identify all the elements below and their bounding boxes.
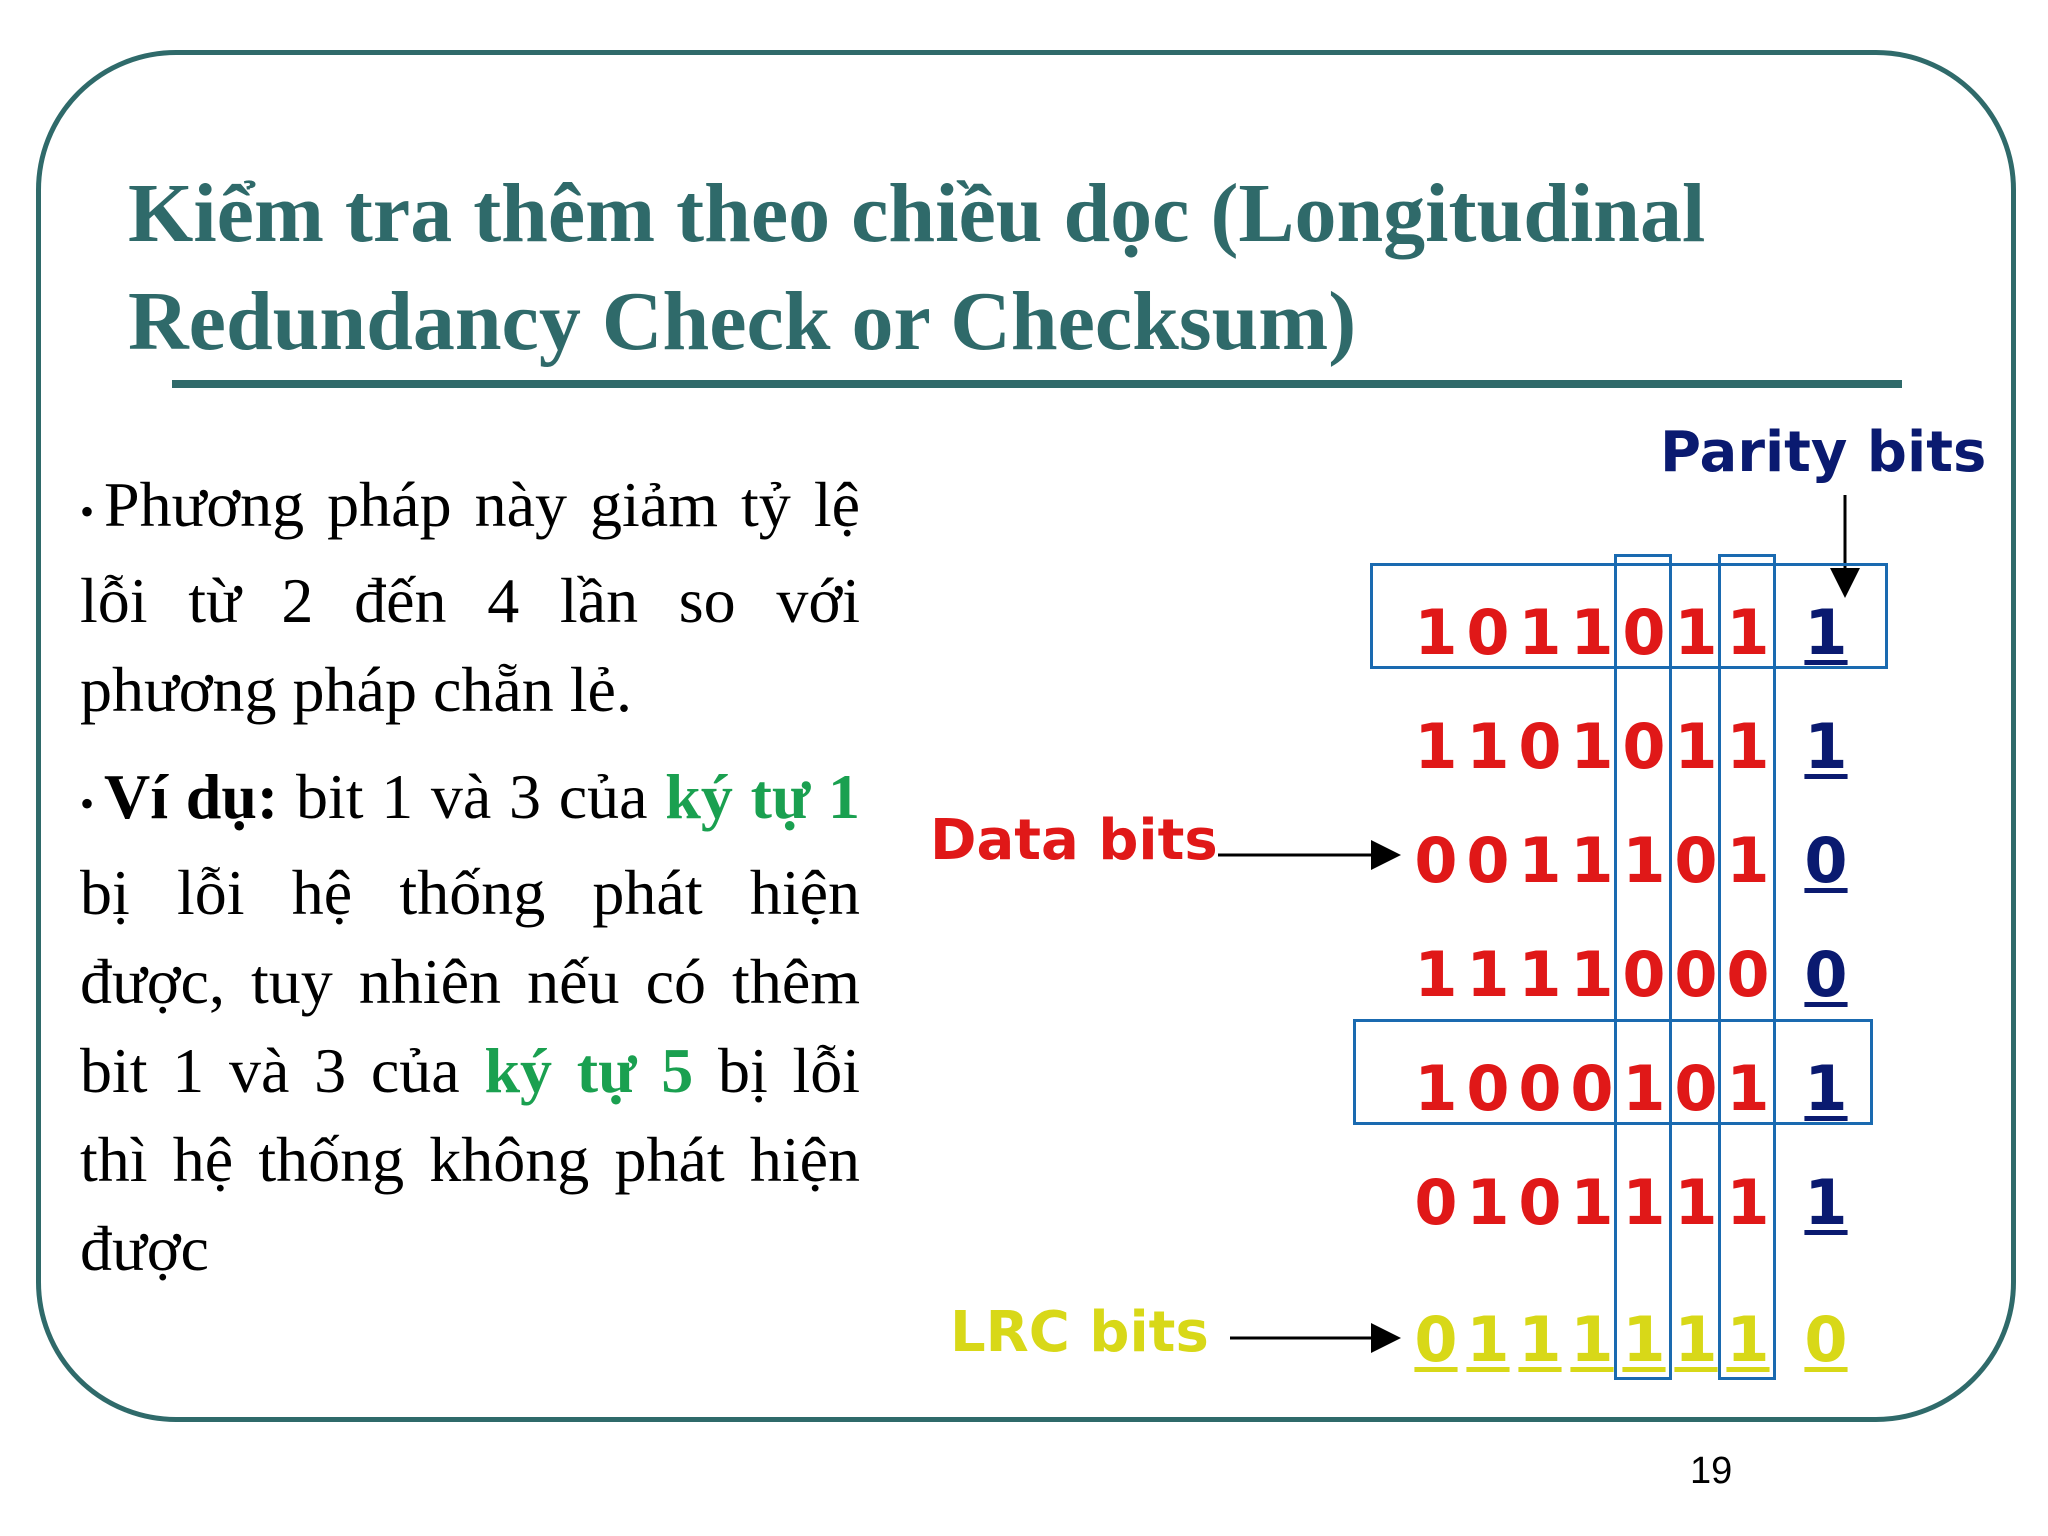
data-bit: 1: [1570, 710, 1614, 783]
data-bit: 0: [1518, 710, 1562, 783]
bullet-2-part3: bị lỗi thì hệ thống không phát hiện được: [80, 1034, 861, 1284]
data-bit: 0: [1414, 824, 1458, 897]
bullet-2-part2: bị lỗi hệ thống phát hiện được, tuy nhiên nếu có thêm bit 1 và 3 của: [80, 856, 860, 1106]
data-bit: 1: [1570, 596, 1614, 669]
parity-bit: 0: [1804, 938, 1848, 1011]
data-bit: 1: [1414, 938, 1458, 1011]
data-bit: 0: [1466, 1052, 1510, 1125]
parity-bit: 1: [1804, 1166, 1848, 1239]
lrc-bit: 1: [1622, 1303, 1666, 1376]
data-bit: 0: [1622, 710, 1666, 783]
bullet-2-part1: bit 1 và 3 của: [278, 760, 666, 832]
data-bit: 1: [1466, 710, 1510, 783]
slide-title: Kiểm tra thêm theo chiều dọc (Longitudinal Redundancy Check or Checksum): [128, 167, 1706, 368]
data-bit: 1: [1622, 1166, 1666, 1239]
data-bit: 0: [1622, 938, 1666, 1011]
parity-bit: 1: [1804, 596, 1848, 669]
data-bit: 1: [1622, 1052, 1666, 1125]
data-bit: 1: [1570, 1166, 1614, 1239]
data-bit: 1: [1726, 824, 1770, 897]
bullet-2-lead: Ví dụ:: [104, 760, 279, 832]
arrows-layer: [900, 400, 2000, 1400]
parity-bit: 0: [1804, 824, 1848, 897]
lrc-bit: 1: [1518, 1303, 1562, 1376]
lrc-diagram: [900, 400, 2000, 1400]
data-bit: 1: [1570, 824, 1614, 897]
parity-bit: 1: [1804, 710, 1848, 783]
lrc-parity-bit: 0: [1804, 1303, 1848, 1376]
data-bit: 1: [1726, 1166, 1770, 1239]
data-bit: 1: [1414, 710, 1458, 783]
bullet-dot-icon: •: [80, 780, 95, 826]
bullet-1: [80, 460, 860, 734]
bullet-2-highlight2: ký tự 5: [484, 1034, 694, 1106]
data-bit: 1: [1622, 824, 1666, 897]
lrc-bit: 1: [1570, 1303, 1614, 1376]
lrc-bit: 1: [1674, 1303, 1718, 1376]
bullet-2: [80, 752, 860, 1293]
bullet-dot-icon: •: [80, 488, 95, 534]
lrc-bit: 1: [1466, 1303, 1510, 1376]
data-bit: 0: [1674, 1052, 1718, 1125]
data-bit: 1: [1518, 596, 1562, 669]
data-bit: 0: [1674, 938, 1718, 1011]
data-bit: 1: [1570, 938, 1614, 1011]
data-bit: 0: [1518, 1166, 1562, 1239]
slide-body: [80, 460, 860, 1311]
data-bit: 0: [1622, 596, 1666, 669]
page-number: 19: [1690, 1450, 1733, 1492]
data-bit: 1: [1674, 710, 1718, 783]
data-bit: 1: [1518, 824, 1562, 897]
data-bit: 0: [1570, 1052, 1614, 1125]
data-bit: 0: [1518, 1052, 1562, 1125]
column-highlight-box: [1614, 554, 1672, 1380]
bullet-1-text: Phương pháp này giảm tỷ lệ lỗi từ 2 đến 4 lần so với phương pháp chẵn lẻ.: [80, 469, 860, 725]
parity-bit: 1: [1804, 1052, 1848, 1125]
column-highlight-box: [1718, 554, 1776, 1380]
data-bit: 1: [1414, 1052, 1458, 1125]
lrc-bits-label: LRC bits: [950, 1300, 1209, 1365]
data-bit: 1: [1466, 938, 1510, 1011]
row-highlight-box: [1353, 1019, 1873, 1125]
data-bit: 1: [1674, 1166, 1718, 1239]
data-bit: 0: [1674, 824, 1718, 897]
data-bit: 1: [1674, 596, 1718, 669]
data-bit: 0: [1466, 596, 1510, 669]
parity-bits-label: Parity bits: [1660, 420, 1987, 485]
lrc-bit: 1: [1726, 1303, 1770, 1376]
data-bit: 1: [1726, 710, 1770, 783]
data-bit: 0: [1466, 824, 1510, 897]
title-divider: [172, 380, 1902, 388]
lrc-bit: 0: [1414, 1303, 1458, 1376]
data-bit: 0: [1726, 938, 1770, 1011]
data-bits-label: Data bits: [930, 808, 1218, 873]
data-bit: 1: [1518, 938, 1562, 1011]
data-bit: 1: [1414, 596, 1458, 669]
data-bit: 1: [1726, 596, 1770, 669]
bullet-2-highlight1: ký tự 1: [665, 760, 861, 832]
data-bit: 1: [1726, 1052, 1770, 1125]
data-bit: 1: [1466, 1166, 1510, 1239]
data-bit: 0: [1414, 1166, 1458, 1239]
